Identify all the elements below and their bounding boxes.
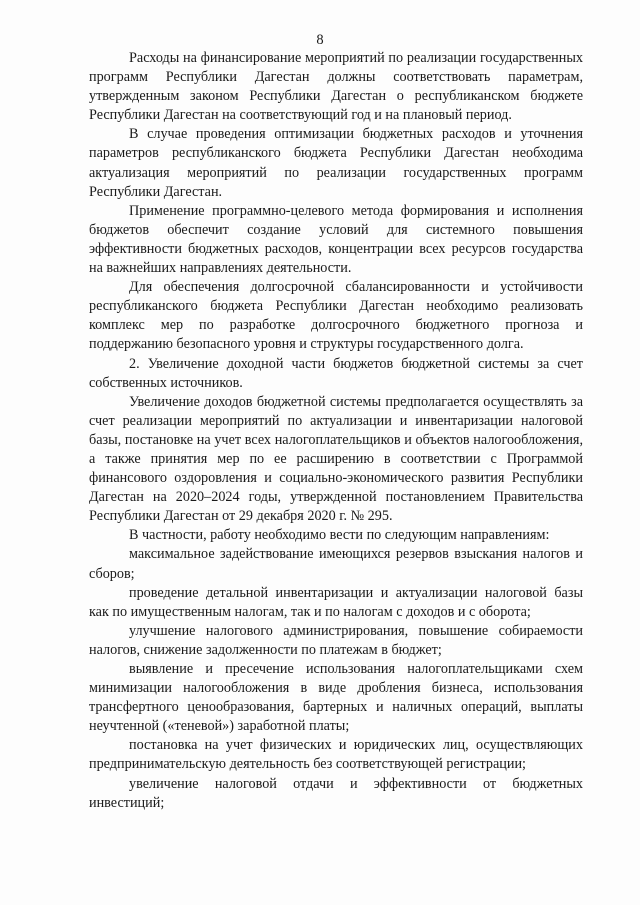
list-item-investment-return: увеличение налоговой отдачи и эффективности от бюджетных инвестиций; bbox=[89, 775, 583, 811]
paragraph-budget-expenses: Расходы на финансирование мероприятий по реализации государственных программ Республики Дагестан должны соответствовать параметрам, утвержденным законом Республики Дагестан о республиканском бюджете Республики Дагестан на соответствующий год и на плановый период. bbox=[89, 50, 583, 124]
paragraph-program-target-method: Применение программно-целевого метода формирования и исполнения бюджетов обеспечит создание условий для системного повышения эффективности бюджетных расходов, концентрации всех ресурсов государства на важнейших направлениях деятельности. bbox=[89, 202, 583, 277]
list-item-inventory: проведение детальной инвентаризации и актуализации налоговой базы как по имущественным налогам, так и по налогам с доходов и с оборота; bbox=[89, 584, 583, 620]
page-number: 8 bbox=[316, 32, 324, 48]
paragraph-long-term-balance: Для обеспечения долгосрочной сбалансированности и устойчивости республиканского бюджета Республики Дагестан необходимо реализовать комплекс мер по разработке долгосрочного бюджетного прогноза и поддержанию безопасного уровня и структуры государственного долга. bbox=[89, 279, 583, 353]
list-item-reserves: максимальное задействование имеющихся резервов взыскания налогов и сборов; bbox=[89, 546, 583, 582]
list-item-administration: улучшение налогового администрирования, повышение собираемости налогов, снижение задолженности по платежам в бюджет; bbox=[89, 622, 583, 658]
section-heading-revenue: 2. Увеличение доходной части бюджетов бюджетной системы за счет собственных источников. bbox=[89, 355, 583, 391]
paragraph-optimization: В случае проведения оптимизации бюджетных расходов и уточнения параметров республиканского бюджета Республики Дагестан необходима актуализация мероприятий по реализации государственных программ Республики Дагестан. bbox=[89, 126, 583, 200]
list-item-registration: постановка на учет физических и юридических лиц, осуществляющих предпринимательскую деятельность без соответствующей регистрации; bbox=[89, 737, 583, 773]
document-body bbox=[89, 49, 583, 813]
list-item-tax-schemes: выявление и пресечение использования налогоплательщиками схем минимизации налогообложения в виде дробления бизнеса, использования трансфертного ценообразования, бартерных и наличных операций, выплаты неучтенной («теневой») заработной платы; bbox=[89, 661, 583, 735]
paragraph-revenue-increase: Увеличение доходов бюджетной системы предполагается осуществлять за счет реализации мероприятий по актуализации и инвентаризации налоговой базы, постановке на учет всех налогоплательщиков и объектов налогообложения, а также принятия мер по ее расширению в соответствии с Программой финансового оздоровления и социально-экономического развития Республики Дагестан на 2020–2024 годы, утвержденной постановлением Правительства Республики Дагестан от 29 декабря 2020 г. № 295. bbox=[89, 393, 583, 525]
paragraph-directions-intro: В частности, работу необходимо вести по следующим направлениям: bbox=[129, 527, 550, 544]
